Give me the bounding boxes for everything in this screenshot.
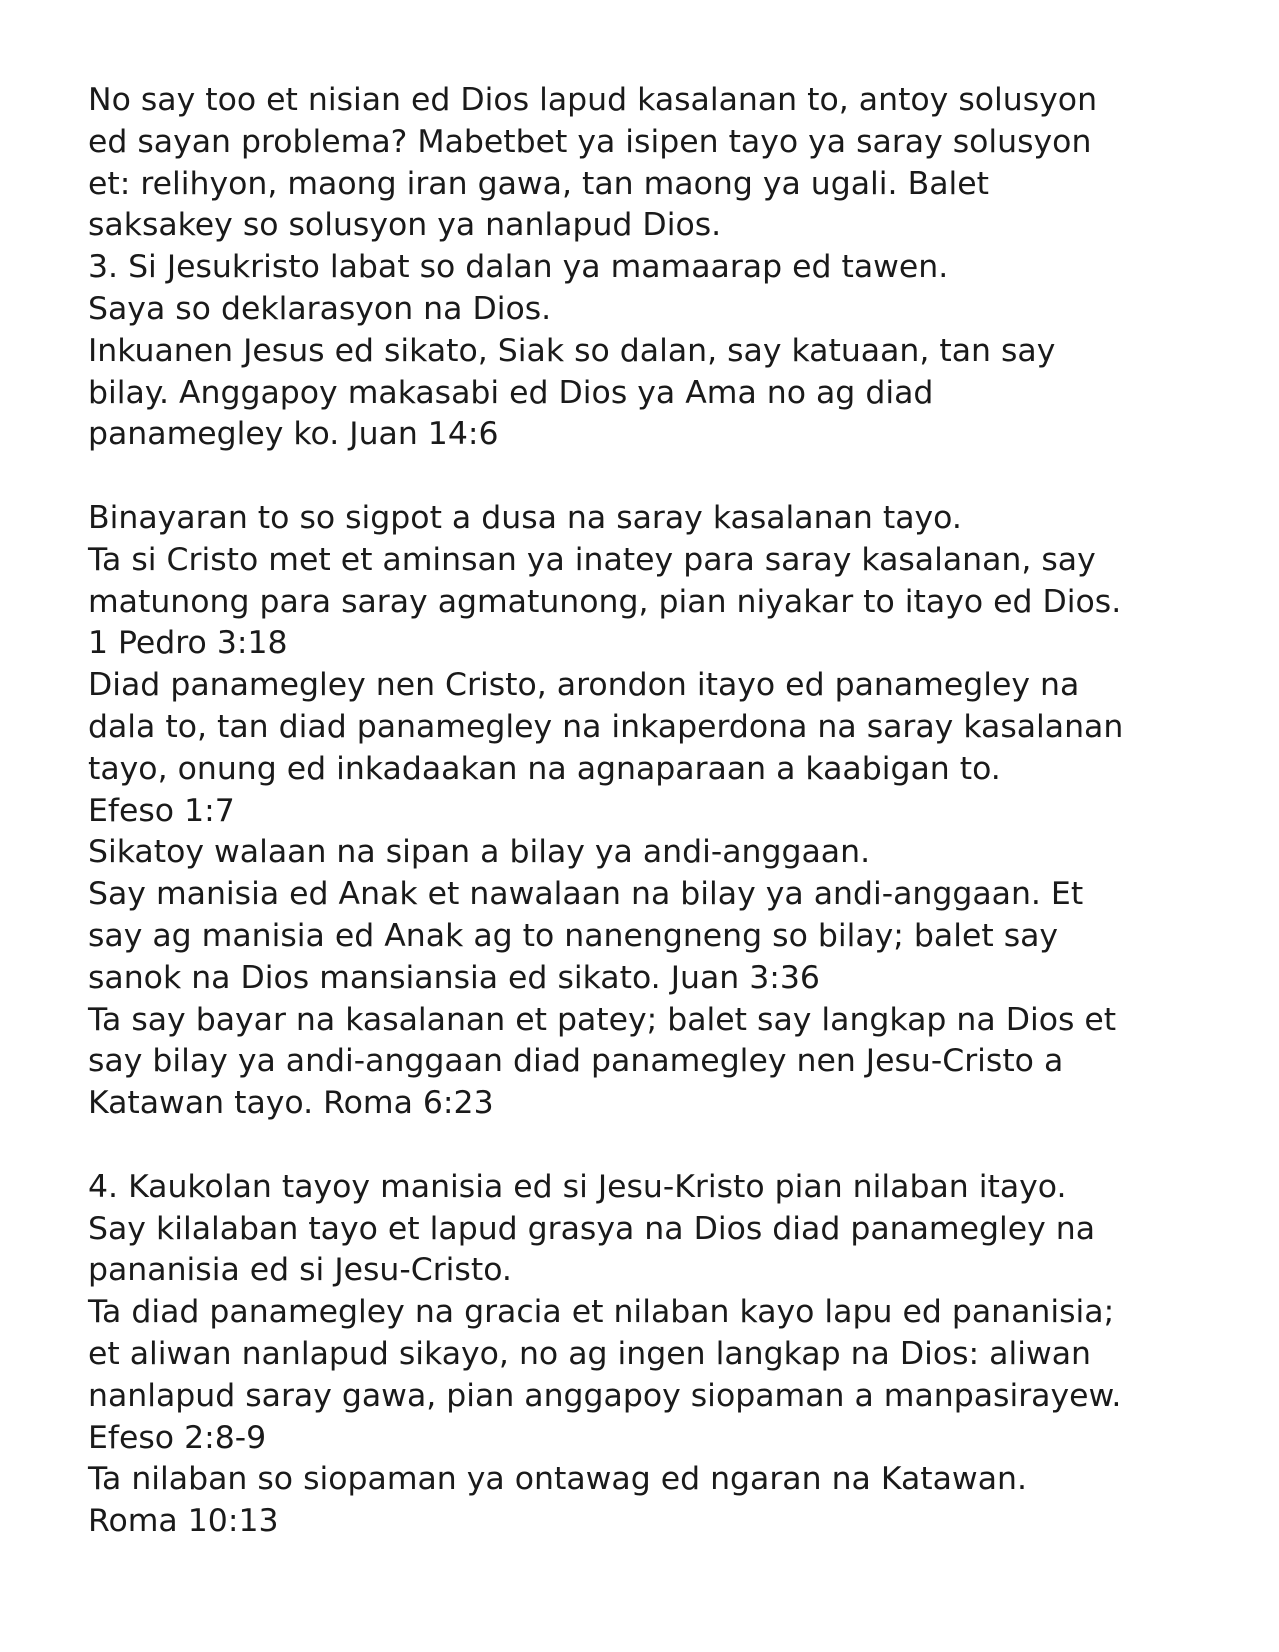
text-line: Efeso 1:7 [88,792,235,829]
text-line: No say too et nisian ed Dios lapud kasalanan to, antoy solusyon [88,82,1098,118]
text-line: panamegley ko. Juan 14:6 [88,416,499,453]
text-line: Say kilalaban tayo et lapud grasya na Dios diad panamegley na [88,1210,1096,1247]
text-line: Ta diad panamegley na gracia et nilaban kayo lapu ed pananisia; [88,1294,1115,1331]
text-line: Katawan tayo. Roma 6:23 [88,1085,494,1122]
text-line: Efeso 2:8-9 [88,1419,267,1456]
text-line: Say manisia ed Anak et nawalaan na bilay ya andi-anggaan. Et [88,876,1084,913]
text-line: bilay. Anggapoy makasabi ed Dios ya Ama no ag diad [88,374,934,411]
paragraph-gap [88,1125,1268,1167]
section-heading-3: 3. Si Jesukristo labat so dalan ya mamaarap ed tawen. [88,249,949,286]
paragraph-gap [88,456,1268,498]
text-line: Binayaran to so sigpot a dusa na saray kasalanan tayo. [88,499,962,536]
text-line: dala to, tan diad panamegley na inkaperdona na saray kasalanan [88,708,1124,745]
text-line: sanok na Dios mansiansia ed sikato. Juan 3:36 [88,959,820,996]
text-line: 1 Pedro 3:18 [88,625,288,662]
text-line: Inkuanen Jesus ed sikato, Siak so dalan, say katuaan, tan say [88,332,1056,369]
text-line: say bilay ya andi-anggaan diad panamegley nen Jesu-Cristo a [88,1043,1064,1080]
text-line: saksakey so solusyon ya nanlapud Dios. [88,207,722,244]
text-line: ed sayan problema? Mabetbet ya isipen tayo ya saray solusyon [88,123,1092,160]
text-line: Diad panamegley nen Cristo, arondon itayo ed panamegley na [88,667,1080,704]
text-line: et aliwan nanlapud sikayo, no ag ingen langkap na Dios: aliwan [88,1335,1092,1372]
text-line: pananisia ed si Jesu-Cristo. [88,1252,512,1289]
section-heading-4: 4. Kaukolan tayoy manisia ed si Jesu-Kristo pian nilaban itayo. [88,1168,1067,1205]
text-line: matunong para saray agmatunong, pian niyakar to itayo ed Dios. [88,583,1122,620]
document-body [88,80,1268,1543]
text-line: Roma 10:13 [88,1503,279,1540]
text-line: Ta si Cristo met et aminsan ya inatey para saray kasalanan, say [88,541,1096,578]
text-line: Ta nilaban so siopaman ya ontawag ed ngaran na Katawan. [88,1461,1027,1498]
text-line: Ta say bayar na kasalanan et patey; balet say langkap na Dios et [88,1001,1117,1038]
text-line: tayo, onung ed inkadaakan na agnaparaan a kaabigan to. [88,750,1001,787]
text-line: et: relihyon, maong iran gawa, tan maong ya ugali. Balet [88,165,989,202]
text-line: Saya so deklarasyon na Dios. [88,290,552,327]
text-line: say ag manisia ed Anak ag to nanengneng so bilay; balet say [88,917,1059,954]
text-line: nanlapud saray gawa, pian anggapoy siopaman a manpasirayew. [88,1377,1122,1414]
text-line: Sikatoy walaan na sipan a bilay ya andi-anggaan. [88,834,871,871]
